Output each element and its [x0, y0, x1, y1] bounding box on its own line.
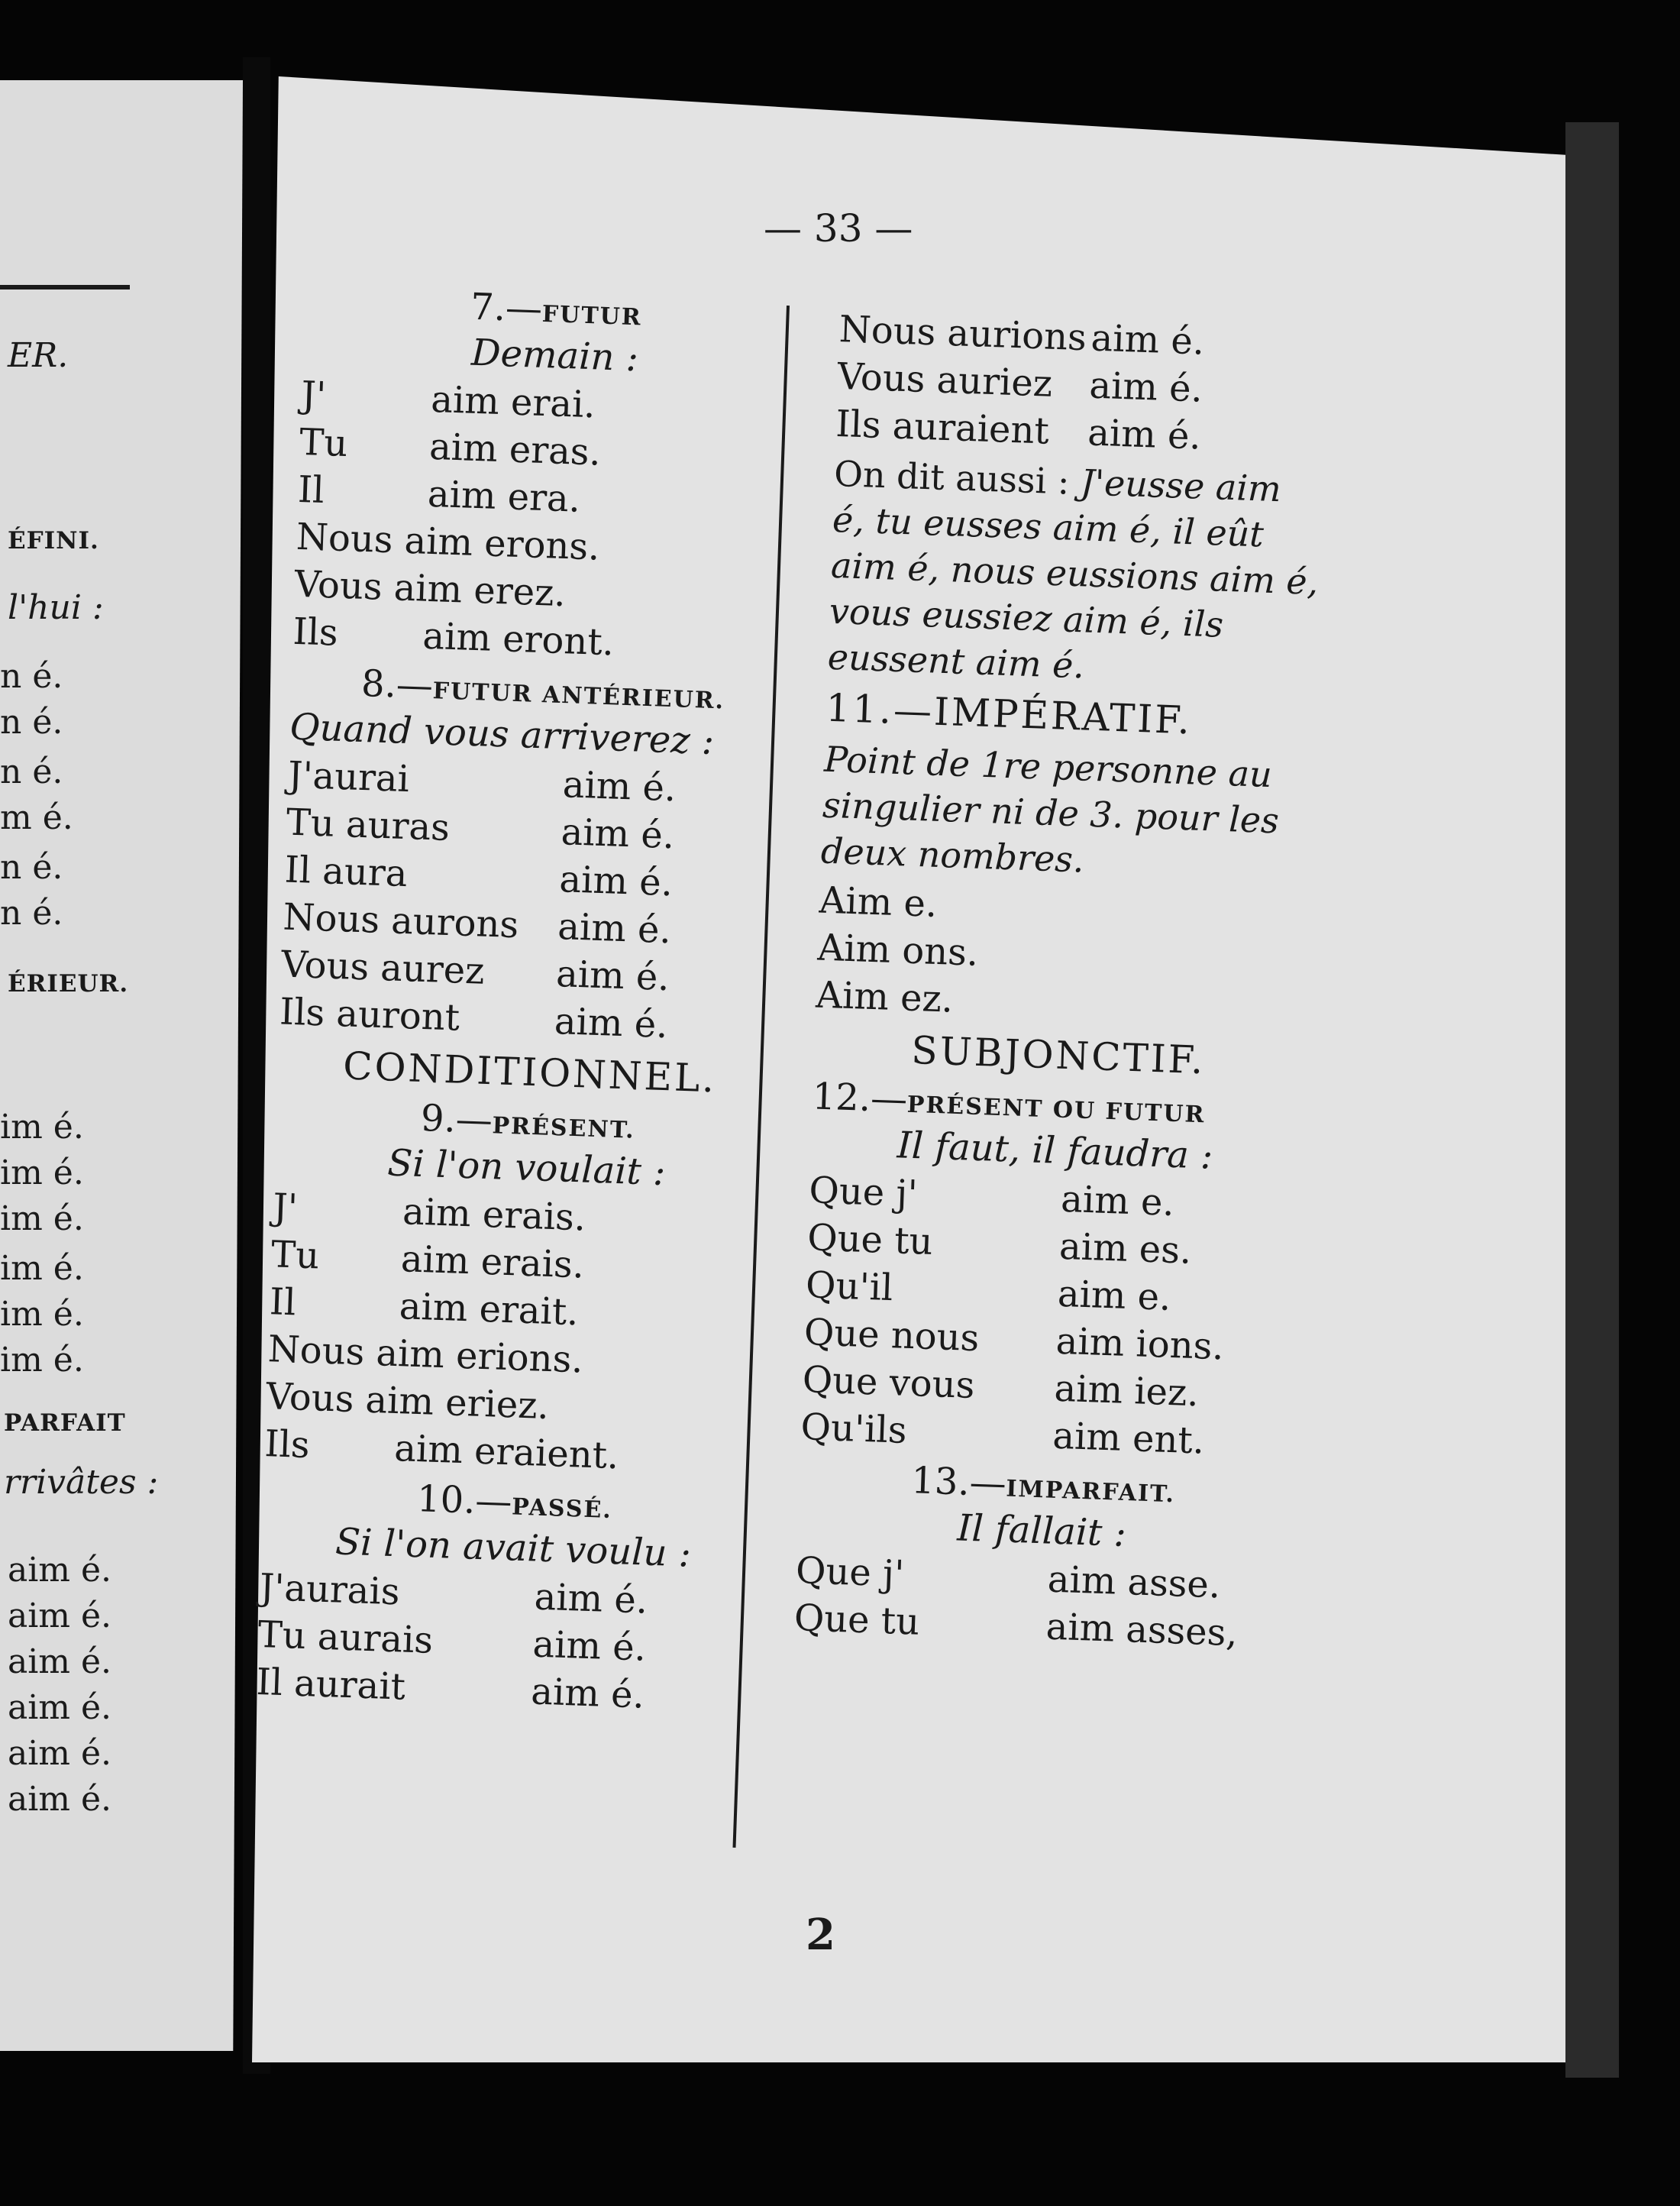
- section-12-rows: [800, 1166, 1299, 1467]
- section-title: PASSÉ.: [511, 1493, 613, 1524]
- conjugation-row: Tu auras aim é.: [285, 801, 676, 858]
- left-fragment-line: n é.: [0, 703, 63, 742]
- column-left: [256, 275, 809, 1723]
- section-title: FUTUR ANTÉRIEUR.: [432, 678, 725, 715]
- note-intro: On dit aussi :: [833, 452, 1071, 503]
- section-number: 13.—: [910, 1459, 1007, 1506]
- section-number: 9.—: [420, 1096, 493, 1143]
- imperatif-line: Aim ez.: [815, 973, 955, 1021]
- conjugation-row: Vous aim erez.: [293, 562, 567, 616]
- left-fragment-line: n é.: [0, 894, 63, 933]
- left-fragment-line: ÉFINI.: [8, 527, 99, 555]
- conjugation-row: Qu'ils aim ent.: [800, 1405, 1205, 1463]
- conjugation-row: Que nous aim ions.: [803, 1311, 1225, 1369]
- left-fragment-line: n é.: [0, 752, 63, 791]
- conjugation-row: Vous aim eriez.: [265, 1375, 550, 1428]
- left-fragment-line: aim é.: [8, 1551, 112, 1590]
- section-13-context: Il fallait :: [956, 1506, 1127, 1556]
- conjugation-row: Il aura aim é.: [283, 848, 674, 905]
- conjugation-row: Ils aim eraient.: [263, 1422, 620, 1478]
- conjugation-row: J'aurais aim é.: [259, 1565, 649, 1622]
- conjugation-row: Nous aim erions.: [267, 1328, 584, 1382]
- page-edges: [1565, 122, 1619, 2078]
- conjugation-row: Que j' aim e.: [808, 1169, 1175, 1224]
- conjugation-row: Il aim erait.: [269, 1280, 580, 1334]
- left-fragment-line: l'hui :: [8, 588, 104, 627]
- left-fragment-line: im é.: [0, 1153, 84, 1192]
- conjugation-row: Il aim era.: [297, 467, 581, 521]
- alternate-forms-note: [827, 451, 1323, 697]
- conjugation-row: Tu aurais aim é.: [257, 1612, 647, 1670]
- conjugation-row: Que vous aim iez.: [801, 1358, 1200, 1415]
- conjugation-row: Que j' aim asse.: [795, 1549, 1222, 1607]
- section-title: PRÉSENT.: [491, 1112, 636, 1144]
- left-fragment-line: m é.: [0, 798, 73, 837]
- left-fragment-line: im é.: [0, 1295, 84, 1334]
- section-title: PRÉSENT OU FUTUR: [906, 1091, 1206, 1129]
- conjugation-row: Vous aurez aim é.: [280, 943, 670, 1000]
- left-fragment-line: im é.: [0, 1341, 84, 1380]
- section-8-context: Quand vous arriverez :: [289, 705, 716, 764]
- section-9-rows: [263, 1183, 777, 1485]
- left-fragment-line: aim é.: [8, 1688, 112, 1727]
- section-10-continued-rows: [835, 306, 1329, 464]
- rule: [0, 285, 130, 289]
- section-13-rows: [793, 1547, 1285, 1658]
- conjugation-row: Que tu aim es.: [806, 1216, 1193, 1273]
- section-title: FUTUR: [541, 300, 643, 332]
- left-fragment-line: n é.: [0, 657, 63, 696]
- imperatif-line: Aim e.: [818, 878, 939, 926]
- note-forms: J'eusse aim é, tu eusses aim é, il eût aim é, nous eussions aim é, vous eussiez aim é, ils eussent aim é.: [827, 461, 1320, 687]
- conjugation-row: Nous aim erons.: [296, 515, 601, 569]
- section-12-context: Il faut, il faudra :: [896, 1124, 1214, 1178]
- imperatif-note: Point de 1re personne au singulier ni de 3. pour les deux nombres.: [820, 738, 1280, 881]
- conjugation-row: Que tu aim asses,: [793, 1596, 1239, 1655]
- conjugation-row: Tu aim erais.: [270, 1233, 585, 1287]
- left-fragment-line: rrivâtes :: [4, 1463, 159, 1502]
- section-7-context: Demain :: [470, 331, 639, 380]
- left-fragment-line: n é.: [0, 848, 63, 887]
- conjugation-row: Tu aim eras.: [299, 420, 602, 474]
- section-9-context: Si l'on voulait :: [386, 1141, 667, 1195]
- page-number: — 33 —: [764, 206, 913, 251]
- left-fragment-line: ÉRIEUR.: [8, 970, 129, 998]
- section-10-rows: [256, 1564, 764, 1723]
- mood-heading-conditionnel: CONDITIONNEL.: [342, 1043, 718, 1101]
- section-number: 11.—: [825, 685, 935, 734]
- conjugation-row: Nous aurions aim é.: [838, 307, 1206, 364]
- left-fragment-line: ER.: [8, 336, 69, 375]
- conjugation-row: Ils auront aim é.: [279, 990, 669, 1047]
- left-fragment-line: PARFAIT: [4, 1409, 126, 1437]
- section-number: 8.—: [360, 661, 434, 708]
- mood-heading-subjonctif: SUBJONCTIF.: [910, 1027, 1207, 1083]
- column-right: [793, 306, 1329, 1658]
- left-fragment-line: aim é.: [8, 1642, 112, 1681]
- conjugation-row: J'aurai aim é.: [287, 753, 677, 810]
- section-8-rows: [279, 752, 793, 1053]
- left-fragment-line: aim é.: [8, 1734, 112, 1773]
- section-number: 12.—: [811, 1075, 909, 1121]
- section-title: IMPARFAIT.: [1005, 1475, 1176, 1509]
- section-10-context: Si l'on avait voulu :: [334, 1520, 692, 1576]
- conjugation-row: J' aim erais.: [272, 1185, 587, 1240]
- left-fragment-line: im é.: [0, 1108, 84, 1147]
- conjugation-row: Nous aurons aim é.: [282, 895, 672, 953]
- imperatif-line: Aim ons.: [816, 926, 979, 975]
- left-fragment-line: aim é.: [8, 1780, 112, 1819]
- conjugation-row: Ils auraient aim é.: [835, 402, 1202, 458]
- conjugation-row: J' aim erai.: [300, 373, 596, 427]
- conjugation-row: Vous auriez aim é.: [836, 354, 1203, 411]
- left-fragment-line: aim é.: [8, 1596, 112, 1635]
- conjugation-row: Il aurait aim é.: [255, 1660, 645, 1717]
- section-7-rows: [292, 371, 806, 673]
- section-11-heading: [825, 686, 1316, 747]
- left-fragment-line: im é.: [0, 1249, 84, 1288]
- conjugation-row: Ils aim eront.: [292, 610, 615, 665]
- left-fragment-line: im é.: [0, 1199, 84, 1238]
- section-number: 10.—: [416, 1477, 513, 1524]
- signature-mark: 2: [806, 1910, 835, 1960]
- conjugation-row: Qu'il aim e.: [805, 1263, 1172, 1319]
- section-number: 7.—: [470, 285, 544, 331]
- section-title: IMPÉRATIF.: [933, 689, 1193, 743]
